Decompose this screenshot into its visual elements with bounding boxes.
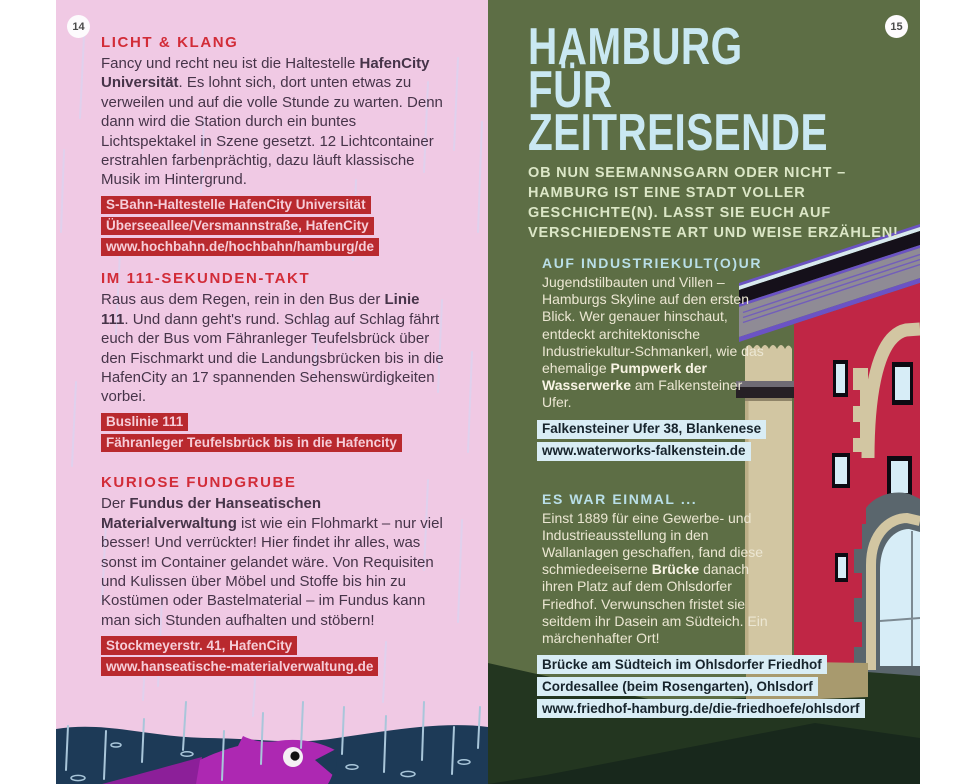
page-title [528,18,828,162]
info-labels [101,196,446,257]
info-labels [537,655,913,718]
info-labels [101,413,446,453]
fish-pupil [290,751,299,760]
info-label-station: S-Bahn-Haltestelle HafenCity Universität [101,196,371,215]
section-body: Raus aus dem Regen, rein in den Bus der Linie 111. Und dann geht's rund. Schlag auf Schlag fährt euch der Bus vom Fähranleger Teufelsbrück über den Fischmarkt und die Landungsbrücken bis in die HafenCity an 17 spannenden Sehenswürdigkeiten vorbei. [101,291,444,406]
section-body: Der Fundus der Hanseatischen Materialverwaltung ist wie ein Flohmarkt – nur viel besser! Und verrückter! Hier findet ihr alles, was sonst im Container gelandet wäre. Von Requisiten und Kulissen über Möbel und Stoffe bis hin zu Kostümen oder Bastelmaterial – im Fundus kann man sich Stunden aufhalten und stöbern! [101,495,443,629]
title-line-1: HAMBURG FÜR [528,18,743,119]
section-body: Fancy und recht neu ist die Haltestelle HafenCity Universität. Es lohnt sich, dort unten etwas zu verweilen und auf die volle Stunde zu warten. Denn dann wird die Station durch ein buntes Lichtspektakel in Szene gesetzt. 12 Lichtcontainer erstrahlen farbenprächtig, dazu läuft klassische Musik im Hintergrund. [101,55,443,189]
info-label-url: www.hochbahn.de/hochbahn/hamburg/de [101,238,379,257]
section-heading-sekunden-takt: IM 111-SEKUNDEN-TAKT [101,270,311,288]
left-page-content [56,0,476,676]
section-heading-fundgrube: KURIOSE FUNDGRUBE [101,474,297,492]
section-heading-licht-klang: LICHT & KLANG [101,34,239,51]
info-label-address: Stockmeyerstr. 41, HafenCity [101,636,297,655]
page-number: 14 [72,20,85,33]
info-labels [537,420,913,461]
page-number-badge [885,15,908,38]
page-number: 15 [890,20,903,33]
info-label-address: Falkensteiner Ufer 38, Blankenese [537,420,766,439]
section-body: Einst 1889 für eine Gewerbe- und Industrieausstellung in den Wallanlagen geschaffen, fand diese schmiedeeiserne Brücke danach ihren Platz auf dem Ohlsdorfer Friedhof. Verwunschen fristet sie seitdem ihr Dasein am Südteich. Ein märchenhafter Ort! [542,509,768,647]
info-label-busline: Buslinie 111 [101,413,188,432]
title-line-2: ZEITREISENDE [528,104,828,162]
right-page-content [488,0,913,718]
section-heading-industriekultur: AUF INDUSTRIEKULT(O)UR [542,255,763,271]
info-label-route: Fähranleger Teufelsbrück bis in die Hafencity [101,434,402,453]
section-body: Jugendstilbauten und Villen – Hamburgs Skyline auf den ersten Blick. Wer genauer hinschaut, entdeckt architektonische Industriekultur-Schmankerl, wie das ehemalige Pumpwerk der Wasserwerke am Falkensteiner Ufer. [542,274,764,411]
info-label-place: Brücke am Südteich im Ohlsdorfer Friedhof [537,655,827,674]
page-left [56,0,488,784]
page-number-badge [67,15,90,38]
page-right [488,0,920,784]
info-label-url: www.waterworks-falkenstein.de [537,442,751,461]
info-label-url: www.friedhof-hamburg.de/die-friedhoefe/ohlsdorf [537,699,865,718]
section-heading-es-war-einmal: ES WAR EINMAL ... [542,490,698,507]
intro-text: OB NUN SEEMANNSGARN ODER NICHT – HAMBURG IST EINE STADT VOLLER GESCHICHTE(N). LASST SIE EUCH AUF VERSCHIEDENSTE ART UND WEISE ERZÄHLEN! [528,165,899,241]
info-label-address: Überseeallee/Versmannstraße, HafenCity [101,217,374,236]
info-label-url: www.hanseatische-materialverwaltung.de [101,657,378,676]
info-label-address: Cordesallee (beim Rosengarten), Ohlsdorf [537,677,818,696]
info-labels [101,636,446,676]
